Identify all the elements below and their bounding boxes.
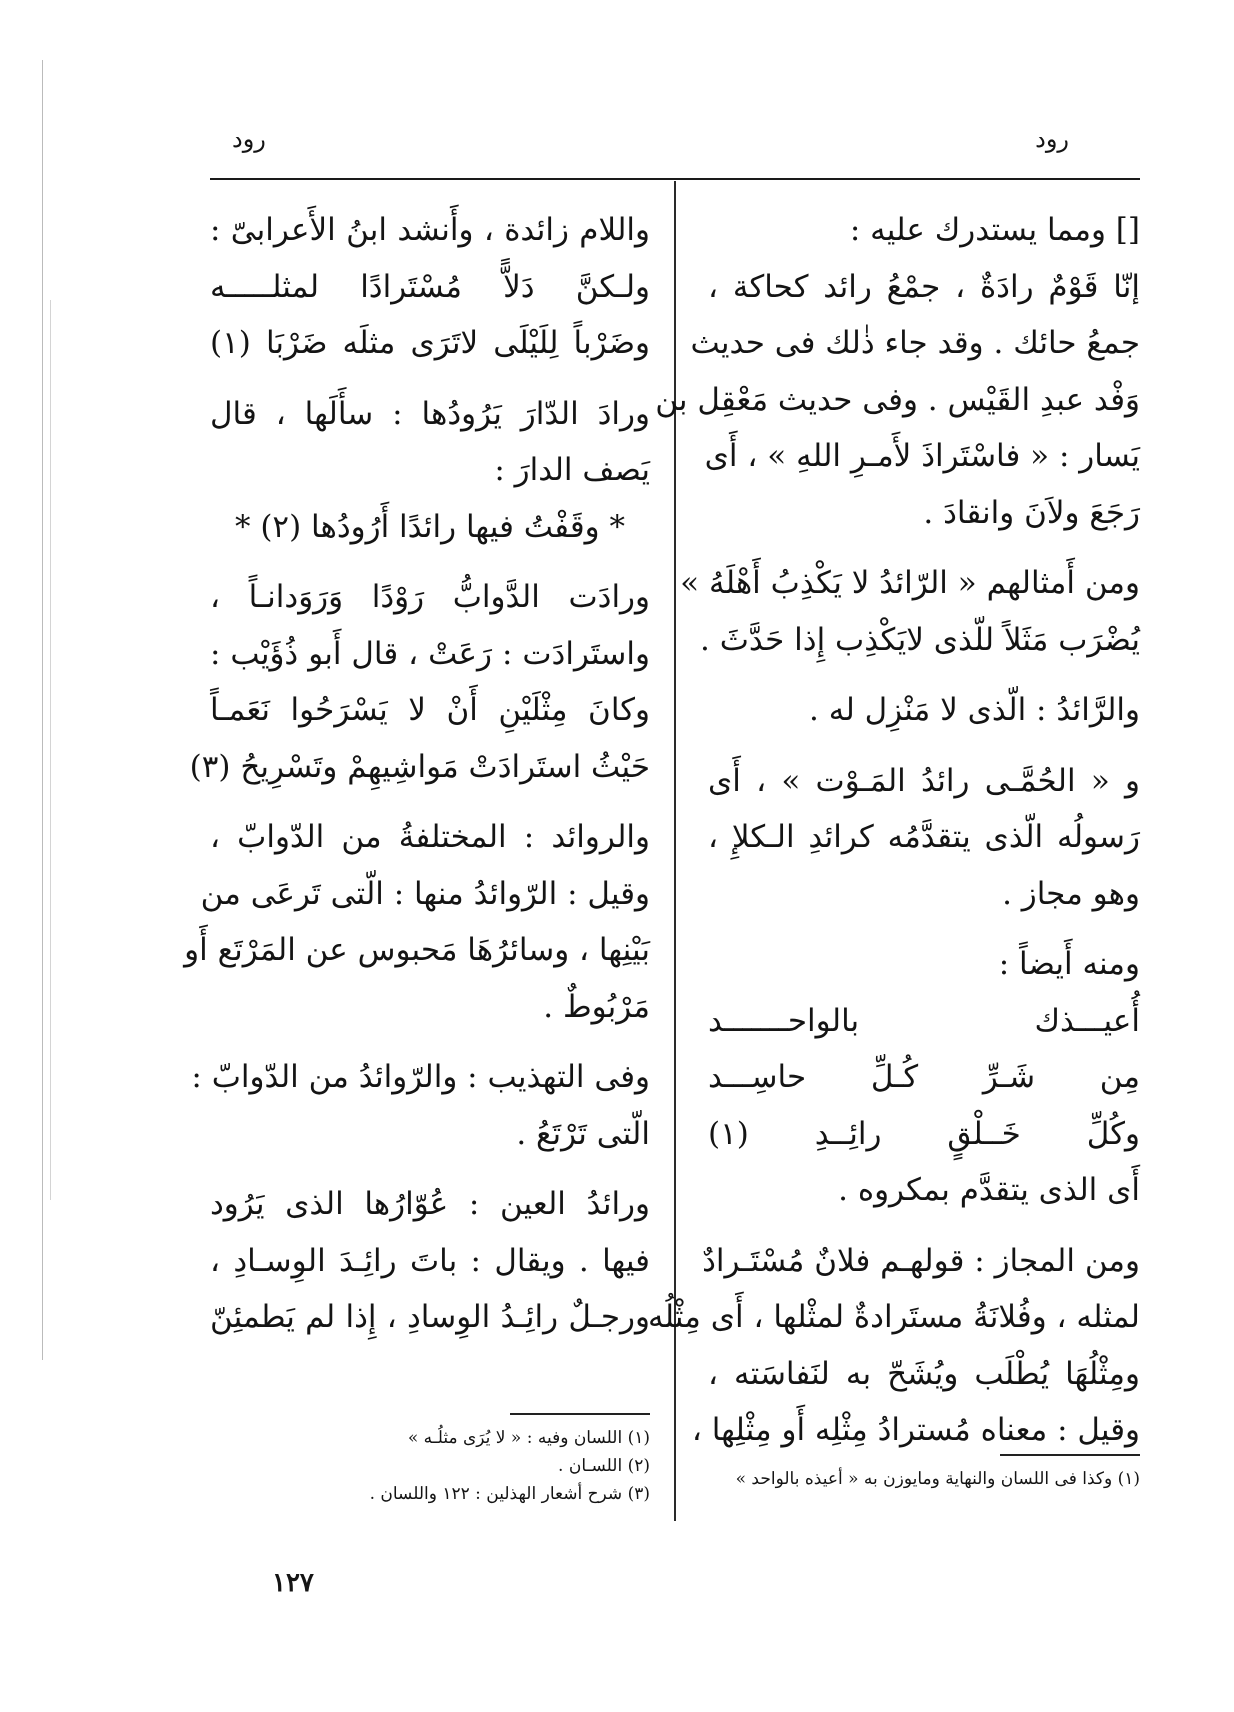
text-line: بَيْنِها ، وسائرُهَا مَحبوس عن المَرْتَع أَو xyxy=(184,932,650,968)
text-line: ورادَت الدَّوابُّ رَوْدًا وَرَوَدانـاً ، xyxy=(210,579,650,615)
footnote: (١) وكذا فى اللسان والنهاية ومايوزن به « أعيذه بالواحد » xyxy=(735,1469,1140,1489)
text-line: ورادَ الدّارَ يَرُودُها : سأَلَها ، قال xyxy=(210,395,650,432)
footnote: (٢) اللسـان . xyxy=(558,1456,650,1476)
verse-line: وضَرْباً لِلَيْلَى لاتَرَى مثلَه ضَرْبَا (١) xyxy=(210,325,650,361)
text-line: يَسار : « فاسْتَراذَ لأَمـرِ اللهِ » ، أَى xyxy=(704,438,1140,474)
text-line: يَصف الدارَ : xyxy=(494,452,650,488)
footnotes-right xyxy=(708,1466,1140,1492)
text-line: إنّا قَوْمٌ رادَةٌ ، جمْعُ رائد كحاكة ، xyxy=(708,268,1140,305)
text-line: فيها . ويقال : باتَ رائِـدَ الوِسـادِ ، xyxy=(210,1242,650,1279)
text-line: رَجَعَ ولاَنَ وانقادَ . xyxy=(923,494,1140,531)
verse-line: وكانَ مِثْلَيْنِ أَنْ لا يَسْرَحُوا نَعَمـاً xyxy=(210,692,650,728)
text-line: ومن المجاز : قولهـم فلانٌ مُسْتَـرادٌ xyxy=(702,1242,1140,1279)
text-line: واستَرادَت : رَعَتْ ، قال أَبو ذُؤَيْب : xyxy=(210,635,650,672)
footnote: (١) اللسان وفيه : « لا يُرَى مثلُـه » xyxy=(407,1428,650,1448)
header-left-word: رود xyxy=(232,125,266,153)
text-line: مَرْبُوطٌ . xyxy=(543,988,650,1025)
footnotes-left xyxy=(210,1424,650,1508)
text-line: وَفْد عبدِ القَيْس . وفى حديث مَعْقِل بن xyxy=(655,381,1140,418)
text-line: وهو مجاز . xyxy=(1002,875,1140,912)
verse-line: أُعيـــذك بالواحـــــــد xyxy=(708,1002,1140,1039)
text-line: وقيل : معناه مُسترادُ مِثْلِه أَو مِثْلِها ، xyxy=(691,1412,1140,1448)
text-line: وقيل : الرّوائدُ منها : الّتى تَرعَى من xyxy=(200,875,650,912)
right-column xyxy=(648,202,1140,1459)
binding-margin-line-inner xyxy=(50,300,51,1200)
verse-line: وكُلِّ خَــلْقٍ رائِــدِ (١) xyxy=(708,1115,1140,1152)
verse-line: حَيْثُ استَرادَتْ مَواشِيهِمْ وتَسْرِيحُ (٣) xyxy=(189,748,650,785)
text-line: و « الحُمَّـى رائدُ المَـوْت » ، أَى xyxy=(708,762,1140,799)
text-line: واللام زائدة ، وأَنشد ابنُ الأَعرابىّ : xyxy=(210,212,650,248)
text-line: والرَّائدُ : الّذى لا مَنْزِل له . xyxy=(809,692,1140,728)
text-line: يُضْرَب مَثَلاً للّذى لايَكْذِب إِذا حَدَّثَ . xyxy=(699,621,1140,658)
text-line: رَسولُه الّذى يتقدَّمُه كرائدِ الـكلإِ ، xyxy=(708,819,1140,855)
text-line: ورجـلٌ رائِـدُ الوِسادِ ، إِذا لم يَطمئِنّ xyxy=(210,1299,650,1335)
verse-line: ولـكنَّ دَلاًّ مُسْتَرادًا لمثلـــــه xyxy=(210,268,650,305)
verse-line: مِن شَـرِّ كُـلِّ حاسِـــد xyxy=(708,1059,1140,1095)
text-line: ومِثْلُهَا يُطْلَب ويُشَحّ به لنَفاسَته ، xyxy=(708,1355,1140,1392)
text-line: والروائد : المختلفةُ من الدّوابّ ، xyxy=(210,819,650,855)
text-line: لمثله ، وفُلانَةُ مستَرادةٌ لمثْلها ، أَى مِثْلُه xyxy=(648,1299,1140,1335)
text-line: الّتى تَرْتَعُ . xyxy=(516,1115,650,1152)
header-right-word: رود xyxy=(1035,125,1069,153)
verse-line: * وقَفْتُ فيها رائدًا أَرُودُها (٢) * xyxy=(234,508,626,545)
text-line: ومن أَمثالهم « الرّائدُ لا يَكْذِبُ أَهْلَهُ » xyxy=(680,565,1140,601)
binding-margin-line xyxy=(42,60,43,1360)
footnote-rule-left xyxy=(510,1413,650,1415)
text-line: [] ومما يستدرك عليه : xyxy=(849,212,1140,248)
text-line: ورائدُ العين : عُوّارُها الذى يَرُود xyxy=(210,1186,650,1222)
text-line: وفى التهذيب : والرّوائدُ من الدّوابّ : xyxy=(191,1059,650,1095)
page-number: ١٢٧ xyxy=(272,1568,314,1598)
text-line: أَى الذى يتقدَّم بمكروه . xyxy=(838,1172,1140,1208)
left-column xyxy=(184,202,650,1346)
text-line: ومنه أَيضاً : xyxy=(998,946,1140,982)
header-rule xyxy=(210,178,1140,180)
footnote-rule-right xyxy=(1000,1454,1140,1456)
footnote: (٣) شرح أشعار الهذلين : ١٢٢ واللسان . xyxy=(369,1484,650,1504)
text-line: جمعُ حائك . وقد جاء ذٰلك فى حديث xyxy=(690,325,1140,361)
